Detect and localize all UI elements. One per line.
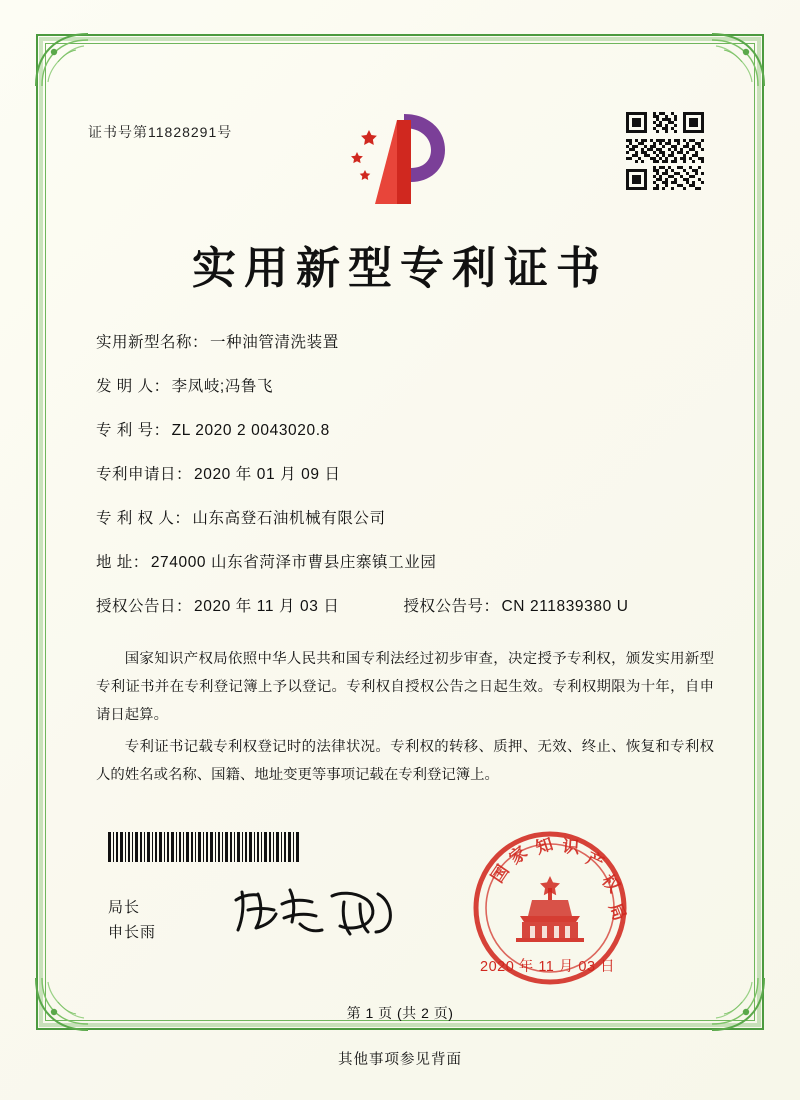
field-value: 李凤岐;冯鲁飞 — [171, 378, 274, 395]
field-row-grant — [96, 594, 716, 616]
svg-text:国: 国 — [487, 861, 514, 887]
field-label: 专利申请日： — [96, 466, 193, 483]
cnipa-logo-icon — [0, 108, 800, 218]
grant-number-label: 授权公告号： — [403, 598, 500, 615]
field-label: 实用新型名称： — [96, 334, 209, 351]
field-label: 发 明 人： — [96, 378, 170, 395]
legal-paragraph-1: 国家知识产权局依照中华人民共和国专利法经过初步审查，决定授予专利权，颁发实用新型专利证书并在专利登记簿上予以登记。专利权自授权公告之日起生效。专利权期限为十年，自申请日起算。 — [96, 651, 714, 723]
handwritten-signature-icon — [228, 880, 403, 942]
field-row-application-date — [96, 462, 716, 484]
svg-text:产: 产 — [582, 848, 607, 874]
field-row-patent-number — [96, 418, 716, 440]
field-row-address — [96, 550, 716, 572]
grant-number-value: CN 211839380 U — [501, 598, 629, 615]
field-label: 专 利 权 人： — [96, 510, 191, 527]
page-number: 第 1 页 (共 2 页) — [346, 1005, 454, 1021]
signature-block — [108, 895, 156, 945]
certificate-number: 证书号第11828291号 — [88, 124, 233, 140]
field-value: 2020 年 01 月 09 日 — [194, 466, 341, 483]
svg-text:家: 家 — [505, 842, 532, 869]
field-row-inventor — [96, 374, 716, 396]
svg-text:局: 局 — [604, 900, 630, 924]
svg-text:权: 权 — [597, 870, 624, 897]
seal-date: 2020 年 11 月 03 日 — [480, 959, 616, 975]
corner-ornament-icon — [34, 32, 90, 88]
field-label: 地 址： — [96, 554, 149, 571]
field-value: 一种油管清洗装置 — [210, 334, 339, 351]
page-title: 实用新型专利证书 — [192, 243, 608, 294]
back-side-note: 其他事项参见背面 — [338, 1052, 462, 1068]
field-value: 山东高登石油机械有限公司 — [192, 510, 386, 527]
certificate-fields — [96, 330, 716, 638]
director-name-label: 申长雨 — [108, 924, 157, 941]
corner-ornament-icon — [710, 32, 766, 88]
legal-paragraph-2: 专利证书记载专利权登记时的法律状况。专利权的转移、质押、无效、终止、恢复和专利权人的姓名或名称、国籍、地址变更等事项记载在专利登记簿上。 — [96, 739, 714, 783]
field-value: 274000 山东省菏泽市曹县庄寨镇工业园 — [150, 554, 437, 571]
field-row-patent-name — [96, 330, 716, 352]
legal-text — [96, 645, 714, 793]
svg-text:知: 知 — [533, 834, 556, 859]
field-value: ZL 2020 2 0043020.8 — [171, 422, 330, 439]
grant-date-value: 2020 年 11 月 03 日 — [194, 598, 340, 615]
barcode-icon — [108, 832, 300, 862]
grant-date-label: 授权公告日： — [96, 598, 193, 615]
svg-text:识: 识 — [561, 837, 581, 859]
field-label: 专 利 号： — [96, 422, 170, 439]
field-row-patentee — [96, 506, 716, 528]
director-title-label: 局长 — [108, 899, 141, 916]
